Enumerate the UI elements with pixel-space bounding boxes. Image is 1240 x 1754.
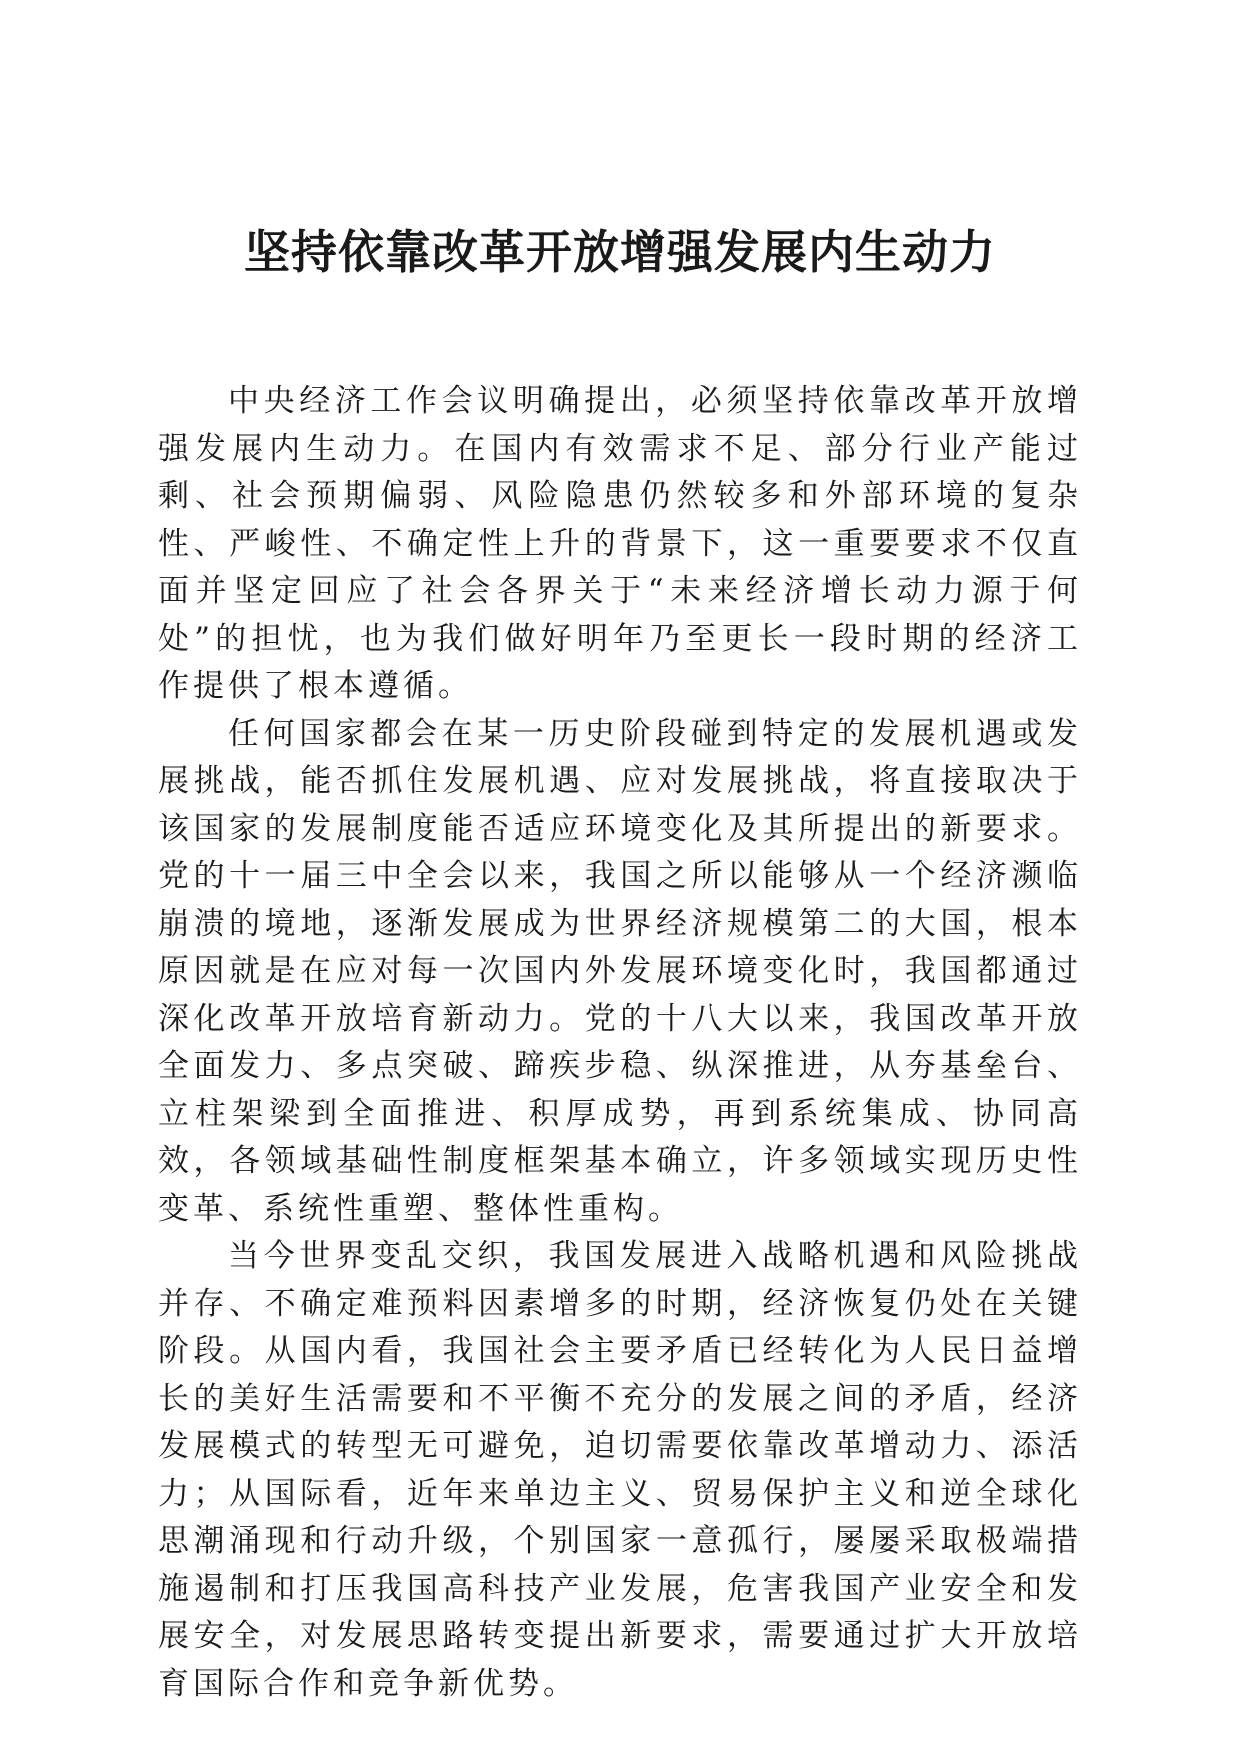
paragraph-2: 任何国家都会在某一历史阶段碰到特定的发展机遇或发展挑战，能否抓住发展机遇、应对发展挑战，将直接取决于该国家的发展制度能否适应环境变化及其所提出的新要求。党的十一届三中全会以来，我国之所以能够从一个经济濒临崩溃的境地，逐渐发展成为世界经济规模第二的大国，根本原因就是在应对每一次国内外发展环境变化时，我国都通过深化改革开放培育新动力。党的十八大以来，我国改革开放全面发力、多点突破、蹄疾步稳、纵深推进，从夯基垒台、立柱架梁到全面推进、积厚成势，再到系统集成、协同高效，各领域基础性制度框架基本确立，许多领域实现历史性变革、系统性重塑、整体性重构。 xyxy=(158,715,1082,1227)
paragraph-1: 中央经济工作会议明确提出，必须坚持依靠改革开放增强发展内生动力。在国内有效需求不足、部分行业产能过剩、社会预期偏弱、风险隐患仍然较多和外部环境的复杂性、严峻性、不确定性上升的背景下，这一重要要求不仅直面并坚定回应了社会各界关于“未来经济增长动力源于何处”的担忧，也为我们做好明年乃至更长一段时期的经济工作提供了根本遵循。 xyxy=(158,383,1082,704)
document-body xyxy=(158,378,1082,1708)
paragraph-3: 当今世界变乱交织，我国发展进入战略机遇和风险挑战并存、不确定难预料因素增多的时期，经济恢复仍处在关键阶段。从国内看，我国社会主要矛盾已经转化为人民日益增长的美好生活需要和不平衡不充分的发展之间的矛盾，经济发展模式的转型无可避免，迫切需要依靠改革增动力、添活力；从国际看，近年来单边主义、贸易保护主义和逆全球化思潮涌现和行动升级，个别国家一意孤行，屡屡采取极端措施遏制和打压我国高科技产业发展，危害我国产业安全和发展安全，对发展思路转变提出新要求，需要通过扩大开放培育国际合作和竞争新优势。 xyxy=(158,1238,1082,1702)
document-title: 坚持依靠改革开放增强发展内生动力 xyxy=(244,225,996,279)
